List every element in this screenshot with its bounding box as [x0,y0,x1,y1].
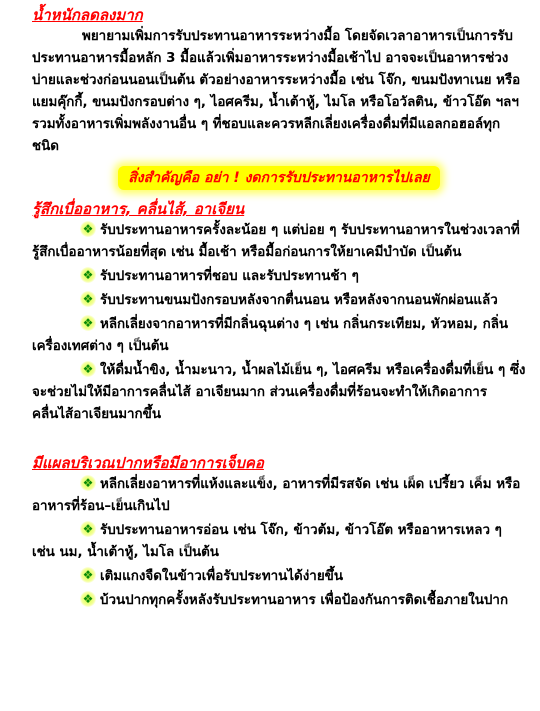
green-diamond-bullet-icon: ❖ [80,361,96,377]
list-item [32,590,526,612]
section-paragraph-weight-loss: พยายามเพิ่มการรับประทานอาหารระหว่างมื้อ โดยจัดเวลาอาหารเป็นการรับประทานอาหารมื้อหลัก 3 มื้อแล้วเพิ่มอาหารระหว่างมื้อเช้าไป อาจจะเป็นอาหารช่วงบ่ายและช่วงก่อนนอนเป็นต้น ตัวอย่างอาหารระหว่างมื้อ เช่น โจ๊ก, ขนมปังทาเนย หรือแยมคุ๊กกี้, ขนมปังกรอบต่าง ๆ, ไอศครีม, น้ำเต้าหู้, ไมโล หรือโอวัลติน, ข้าวโอ๊ต ฯลฯ รวมทั้งอาหารเพิ่มพลังงานอื่น ๆ ที่ชอบและควรหลีกเลี่ยงเครื่องดื่มที่มีแอลกอฮอล์ทุกชนิด [32,29,521,154]
section-heading-mouth-sores: มีแผลบริเวณปากหรือมีอาการเจ็บคอ [32,454,264,472]
mouth-sores-list [32,474,526,612]
list-item [32,266,526,288]
list-item [32,314,526,358]
important-callout: สิ่งสำคัญคือ อย่า ! งดการรับประทานอาหารไปเลย [118,166,440,190]
green-diamond-bullet-icon: ❖ [80,221,96,237]
list-item [32,566,526,588]
section-spacer [32,428,526,452]
green-diamond-bullet-icon: ❖ [80,267,96,283]
section-heading-weight-loss: น้ำหนักลดลงมาก [32,6,143,24]
list-item [32,360,526,426]
green-diamond-bullet-icon: ❖ [80,291,96,307]
list-item-text: เติมแกงจืดในข้าวเพื่อรับประทานได้ง่ายขึ้น [100,569,343,584]
list-item-text: หลีกเลี่ยงจากอาหารที่มีกลิ่นฉุนต่าง ๆ เช่น กลิ่นกระเทียม, หัวหอม, กลิ่นเครื่องเทศต่าง ๆ เป็นต้น [32,317,509,354]
list-item-text: ให้ดื่มน้ำขิง, น้ำมะนาว, น้ำผลไม้เย็น ๆ, ไอศครีม หรือเครื่องดื่มที่เย็น ๆ ซึ่งจะช่วยไม่ให้มีอาการคลื่นไส้ อาเจียนมาก ส่วนเครื่องดื่มที่ร้อนจะทำให้เกิดอาการคลื่นไส้อาเจียนมากขึ้น [32,363,526,422]
list-item-text: รับประทานขนมปังกรอบหลังจากตื่นนอน หรือหลังจากนอนพักผ่อนแล้ว [100,293,498,308]
list-item-text: หลีกเลี่ยงอาหารที่แห้งและแข็ง, อาหารที่มีรสจัด เช่น เผ็ด เปรี้ยว เค็ม หรืออาหารที่ร้อน–เย็นเกินไป [32,477,521,514]
green-diamond-bullet-icon: ❖ [80,567,96,583]
nausea-list [32,220,526,426]
list-item [32,290,526,312]
green-diamond-bullet-icon: ❖ [80,475,96,491]
list-item-text: รับประทานอาหารครั้งละน้อย ๆ แต่บ่อย ๆ รับประทานอาหารในช่วงเวลาที่รู้สึกเบื่ออาหารน้อยที่สุด เช่น มื้อเช้า หรือมื้อก่อนการให้ยาเคมีบำบัด เป็นต้น [32,223,520,260]
green-diamond-bullet-icon: ❖ [80,315,96,331]
list-item [32,474,526,518]
section-heading-nausea: รู้สึกเบื่ออาหาร, คลื่นไส้, อาเจียน [32,200,245,218]
list-item [32,520,526,564]
list-item [32,220,526,264]
green-diamond-bullet-icon: ❖ [80,521,96,537]
callout-container [32,166,526,190]
list-item-text: รับประทานอาหารอ่อน เช่น โจ๊ก, ข้าวต้ม, ข้าวโอ๊ต หรืออาหารเหลว ๆ เช่น นม, น้ำเต้าหู้, ไมโล เป็นต้น [32,523,502,560]
list-item-text: บ้วนปากทุกครั้งหลังรับประทานอาหาร เพื่อป้องกันการติดเชื้อภายในปาก [100,593,509,608]
list-item-text: รับประทานอาหารที่ชอบ และรับประทานช้า ๆ [100,269,359,284]
green-diamond-bullet-icon: ❖ [80,591,96,607]
